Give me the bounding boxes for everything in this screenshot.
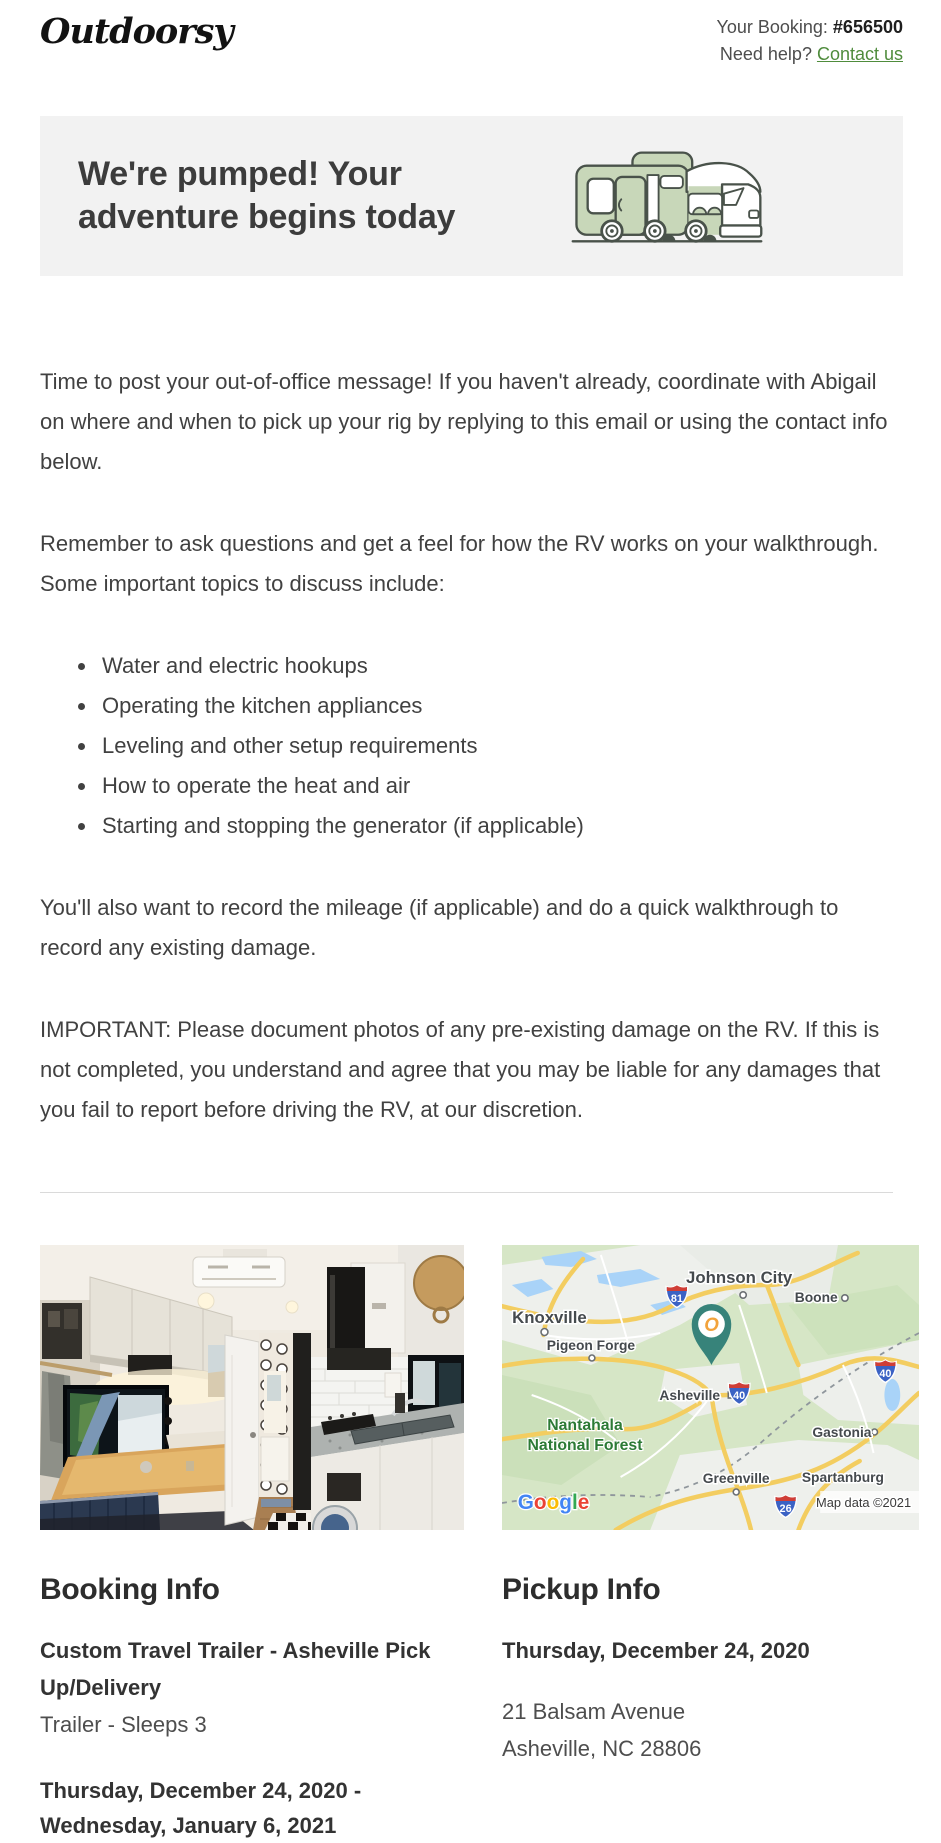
motorhome-icon [569,147,765,246]
contact-us-link[interactable]: Contact us [816,44,903,64]
map-label-greenville: Greenville [702,1469,770,1487]
pickup-address [502,1693,919,1767]
address-line2: Asheville, NC 28806 [502,1736,702,1761]
svg-text:40: 40 [879,1367,892,1381]
help-label: Need help? [719,44,817,64]
help-line [717,41,904,68]
booking-column [40,1245,464,1843]
rv-listing-name: Custom Travel Trailer - Asheville Pick Up/Delivery [40,1638,431,1700]
hero-banner [40,116,903,276]
email-content [0,362,941,1843]
paragraph-coordinate-pickup: Time to post your out-of-office message! If you haven't already, coordinate with Abigail on where and when to pick up your rig by replying to this email or using the contact info below. [40,369,888,474]
list-item: • Starting and stopping the generator (if applicable) [98,806,893,846]
header-meta [717,10,904,68]
list-item: • Operating the kitchen appliances [98,686,893,726]
hero-title: We're pumped! Your adventure begins today [78,155,456,236]
list-item: • Leveling and other setup requirements [98,726,893,766]
rv-illustration-icon [569,147,765,246]
booking-label: Your Booking: [716,17,833,37]
map-label-boone: Boone [794,1288,838,1306]
map-label-johnson-city: Johnson City [686,1267,793,1288]
list-item: • How to operate the heat and air [98,766,893,806]
map-label-gastonia: Gastonia [812,1423,872,1441]
svg-text:81: 81 [670,1292,683,1306]
booking-info-heading: Booking Info [40,1573,220,1606]
list-item: • Water and electric hookups [98,646,893,686]
outdoorsy-logo[interactable]: Outdoorsy [40,11,233,52]
map-label-forest-line1: Nantahala [547,1416,623,1435]
google-map [502,1245,919,1530]
map-label-pigeon-forge: Pigeon Forge [546,1336,636,1354]
map-label-knoxville: Knoxville [512,1307,587,1328]
pickup-date: Thursday, December 24, 2020 [502,1638,810,1663]
rv-type-sleeps: Trailer - Sleeps 3 [40,1712,207,1737]
google-logo: Google [517,1490,590,1515]
address-line1: 21 Balsam Avenue [502,1699,686,1724]
svg-text:40: 40 [733,1389,746,1403]
info-columns [40,1245,919,1843]
booking-line [717,14,904,41]
paragraph-important-damage: IMPORTANT: Please document photos of any pre-existing damage on the RV. If this is not completed, you understand and agree that you may be liable for any damages that you fail to report before driving the RV, at our discretion. [40,1017,881,1122]
email-header [0,0,941,68]
rv-interior-photo [40,1245,464,1530]
svg-text:O: O [704,1314,719,1337]
map-label-spartanburg: Spartanburg [801,1468,885,1486]
paragraph-record-mileage: You'll also want to record the mileage (if applicable) and do a quick walkthrough to record any existing damage. [40,895,839,960]
section-divider [40,1192,893,1193]
pickup-info-heading: Pickup Info [502,1573,661,1606]
paragraph-walkthrough-intro: Remember to ask questions and get a feel for how the RV works on your walkthrough. Some important topics to discuss include: [40,531,879,596]
pickup-column [502,1245,919,1843]
map-attribution: Map data ©2021 [816,1494,912,1511]
svg-text:26: 26 [779,1502,792,1516]
booking-dates: Thursday, December 24, 2020 - Wednesday, January 6, 2021 [40,1778,362,1838]
walkthrough-topics-list [40,646,893,846]
booking-number: #656500 [832,17,903,37]
map-label-forest-line2: National Forest [527,1436,643,1455]
map-label-asheville: Asheville [659,1386,721,1404]
